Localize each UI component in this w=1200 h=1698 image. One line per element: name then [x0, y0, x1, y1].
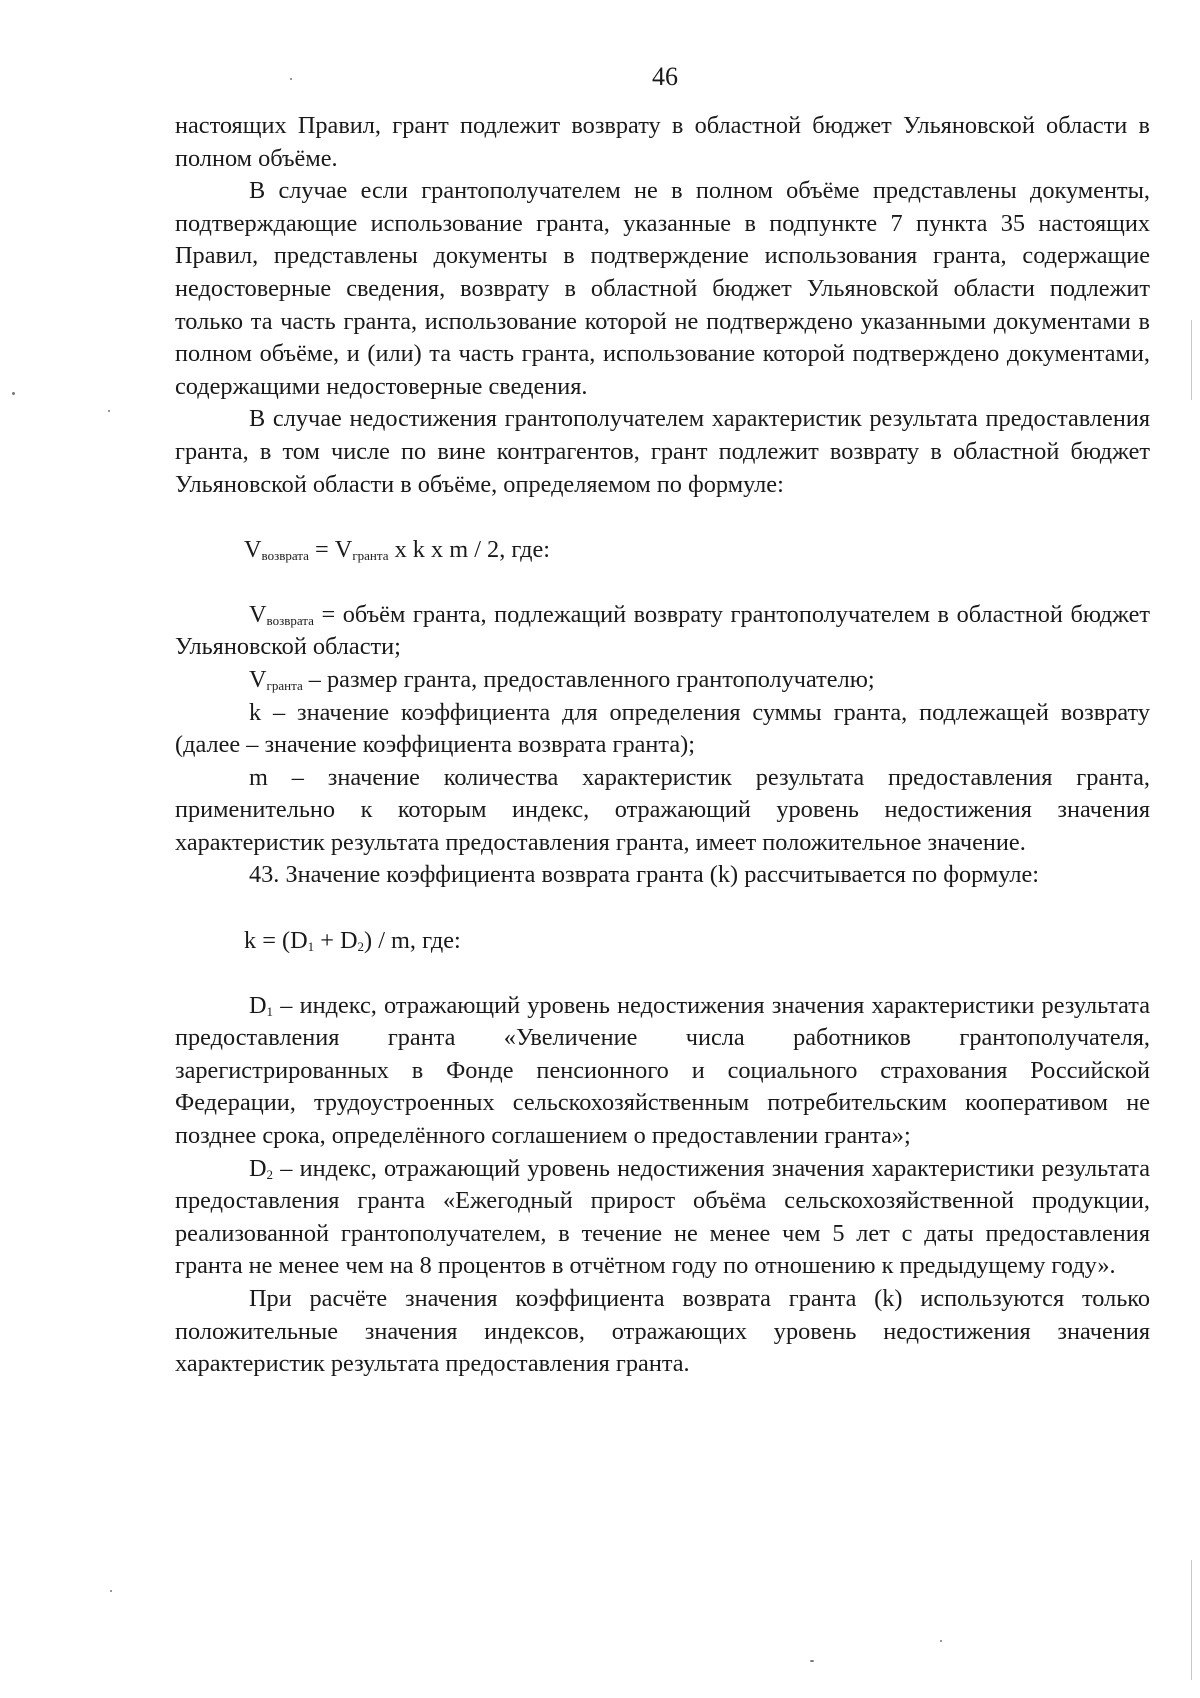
scan-speck — [110, 1590, 112, 1592]
scan-speck — [12, 392, 15, 395]
definition-d1: $D_1$ – индекс, отражающий уровень недостижения значения характеристики результата предоставления гранта «Увеличение числа работников грантополучателя, зарегистрированных в Фонде пенсионного и социального страхования Российской Федерации, трудоустроенных сельскохозяйственным потребительским кооперативом не позднее срока, определённого соглашением о предоставлении гранта»; — [175, 991, 1150, 1150]
scan-edge-line — [1191, 320, 1192, 400]
definition-v-grant: $V_{гранта}$ – размер гранта, предоставленного грантополучателю; — [249, 665, 875, 693]
paragraph-non-achievement: В случае недостижения грантополучателем характеристик результата предоставления гранта, в том числе по вине контрагентов, грант подлежит возврату в областной бюджет Ульяновской области в объёме, определяемом по формуле: — [175, 405, 1150, 498]
spacer — [175, 892, 1150, 925]
definition-d2: $D_2$ – индекс, отражающий уровень недостижения значения характеристики результата предоставления гранта «Ежегодный прирост объёма сельскохозяйственной продукции, реализованной грантополучателем, в течение не менее чем 5 лет с даты предоставления гранта не менее чем на 8 процентов в отчётном году по отношению к предыдущему году». — [175, 1154, 1150, 1280]
paragraph-partial-return: В случае если грантополучателем не в полном объёме представлены документы, подтверждающие использование гранта, указанные в подпункте 7 пункта 35 настоящих Правил, представлены документы в подтверждение использования гранта, содержащие недостоверные сведения, возврату в областной бюджет Ульяновской области подлежит только та часть гранта, использование которой не подтверждено указанными документами в полном объёме, и (или) та часть гранта, использование которой подтверждено документами, содержащими недостоверные сведения. — [175, 177, 1150, 400]
page-number: 46 — [652, 62, 678, 91]
formula-return-volume: $V_{возврата} = V_{гранта}$ х k х m / 2, где: — [244, 536, 550, 564]
paragraph-continuation: настоящих Правил, грант подлежит возврату в областной бюджет Ульяновской области в полном объёме. — [175, 112, 1150, 172]
scan-speck — [940, 1640, 942, 1642]
scan-speck — [810, 1660, 814, 1662]
definition-k: k – значение коэффициента для определения суммы гранта, подлежащей возврату (далее – значение коэффициента возврата гранта); — [175, 698, 1150, 759]
scan-speck — [290, 78, 292, 80]
definition-v-return: $V_{возврата}$ = объём гранта, подлежащий возврату грантополучателем в областной бюджет Ульяновской области; — [175, 600, 1150, 661]
paragraph-43: 43. Значение коэффициента возврата гранта (k) рассчитывается по формуле: — [249, 861, 1040, 889]
formula-coefficient: $k = (D_1 + D_2) / m$, где: — [244, 927, 461, 955]
spacer — [175, 567, 1150, 599]
scan-edge-line — [1191, 1560, 1192, 1680]
document-body — [175, 110, 1150, 1381]
spacer — [175, 501, 1150, 534]
definition-m: m – значение количества характеристик результата предоставления гранта, применительно к которым индекс, отражающий уровень недостижения значения характеристик результата предоставления гранта, имеет положительное значение. — [175, 763, 1150, 856]
paragraph-positive-indices: При расчёте значения коэффициента возврата гранта (k) используются только положительные значения индексов, отражающих уровень недостижения значения характеристик результата предоставления гранта. — [175, 1285, 1150, 1378]
spacer — [175, 958, 1150, 990]
scan-speck — [108, 410, 110, 412]
